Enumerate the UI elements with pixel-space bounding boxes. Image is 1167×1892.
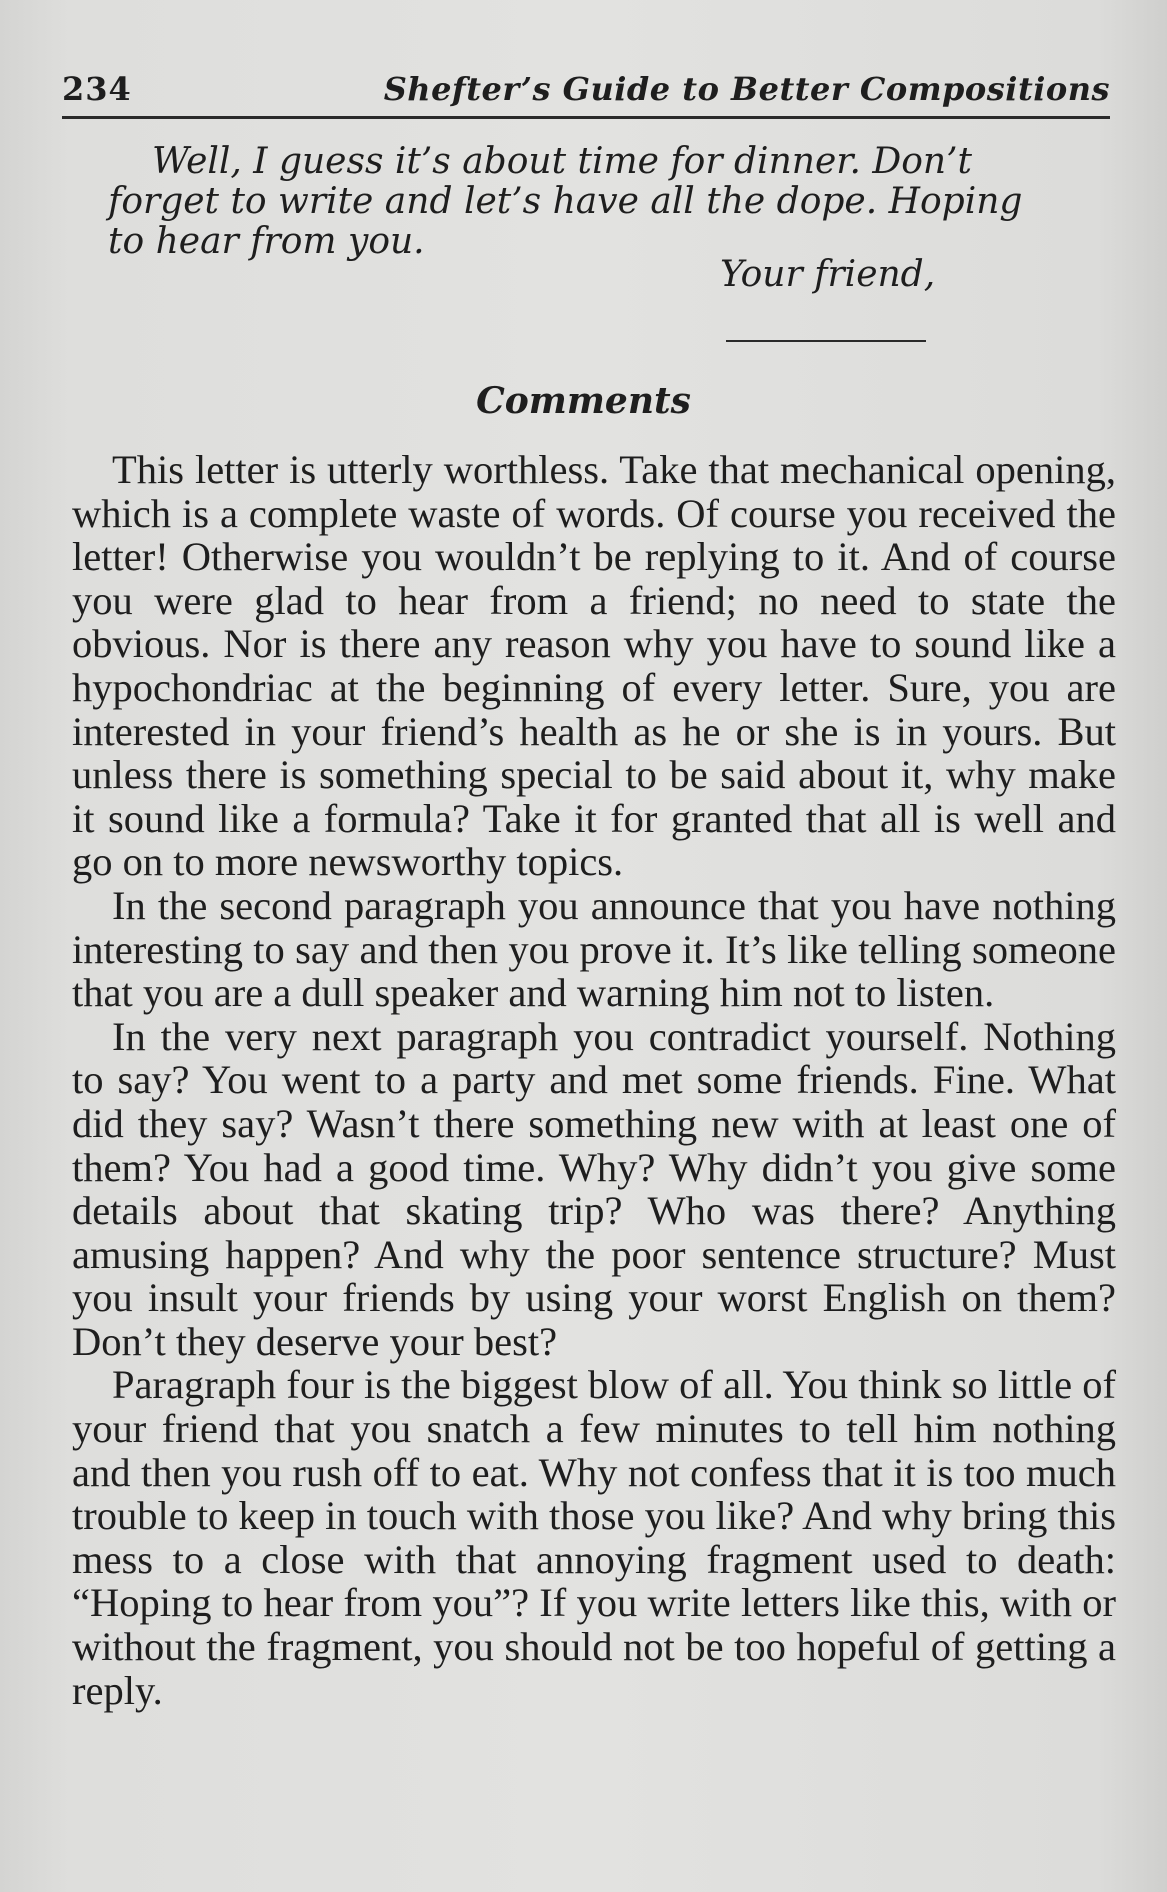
sample-letter-excerpt [108,142,1070,262]
comments-body [72,448,1116,1712]
running-title: Shefter’s Guide to Better Compositions [383,70,1110,108]
page-number: 234 [62,70,132,108]
signature-rule [726,340,926,342]
page-header [62,66,1110,119]
comments-paragraph-2: In the second paragraph you announce that you have nothing interesting to say and then you prove it. It’s like telling someone that you are a dull speaker and warning him not to listen. [72,882,1116,1016]
comments-paragraph-4: Paragraph four is the biggest blow of all. You think so little of your friend that you snatch a few minutes to tell him nothing and then you rush off to eat. Why not confess that it is too much trouble to keep in touch with those you like? And why bring this mess to a close with that annoying fragment used to death: “Hoping to hear from you”? If you write letters like this, with or without the fragment, you should not be too hopeful of getting a reply. [72,1362,1116,1713]
comments-paragraph-1: This letter is utterly worthless. Take that mechanical opening, which is a complete waste of words. Of course you received the letter! Otherwise you wouldn’t be replying to it. And of course you were glad to hear from a friend; no need to state the obvious. Nor is there any reason why you have to sound like a hypochondriac at the beginning of every letter. Sure, you are interested in your friend’s health as he or she is in yours. But unless there is something special to be said about it, why make it sound like a formula? Take it for granted that all is well and go on to more newsworthy topics. [72,447,1116,885]
letter-closing-paragraph: Well, I guess it’s about time for dinner. Don’t forget to write and let’s have all the dope. Hoping to hear from you. [108,141,1023,262]
comments-heading: Comments [476,380,691,422]
comments-paragraph-3: In the very next paragraph you contradict yourself. Nothing to say? You went to a party and met some friends. Fine. What did they say? Wasn’t there something new with at least one of them? You had a good time. Why? Why didn’t you give some details about that skating trip? Who was there? Anything amusing happen? And why the poor sentence structure? Must you insult your friends by using your worst English on them? Don’t they deserve your best? [72,1013,1116,1364]
letter-sign-off: Your friend, [720,254,936,295]
